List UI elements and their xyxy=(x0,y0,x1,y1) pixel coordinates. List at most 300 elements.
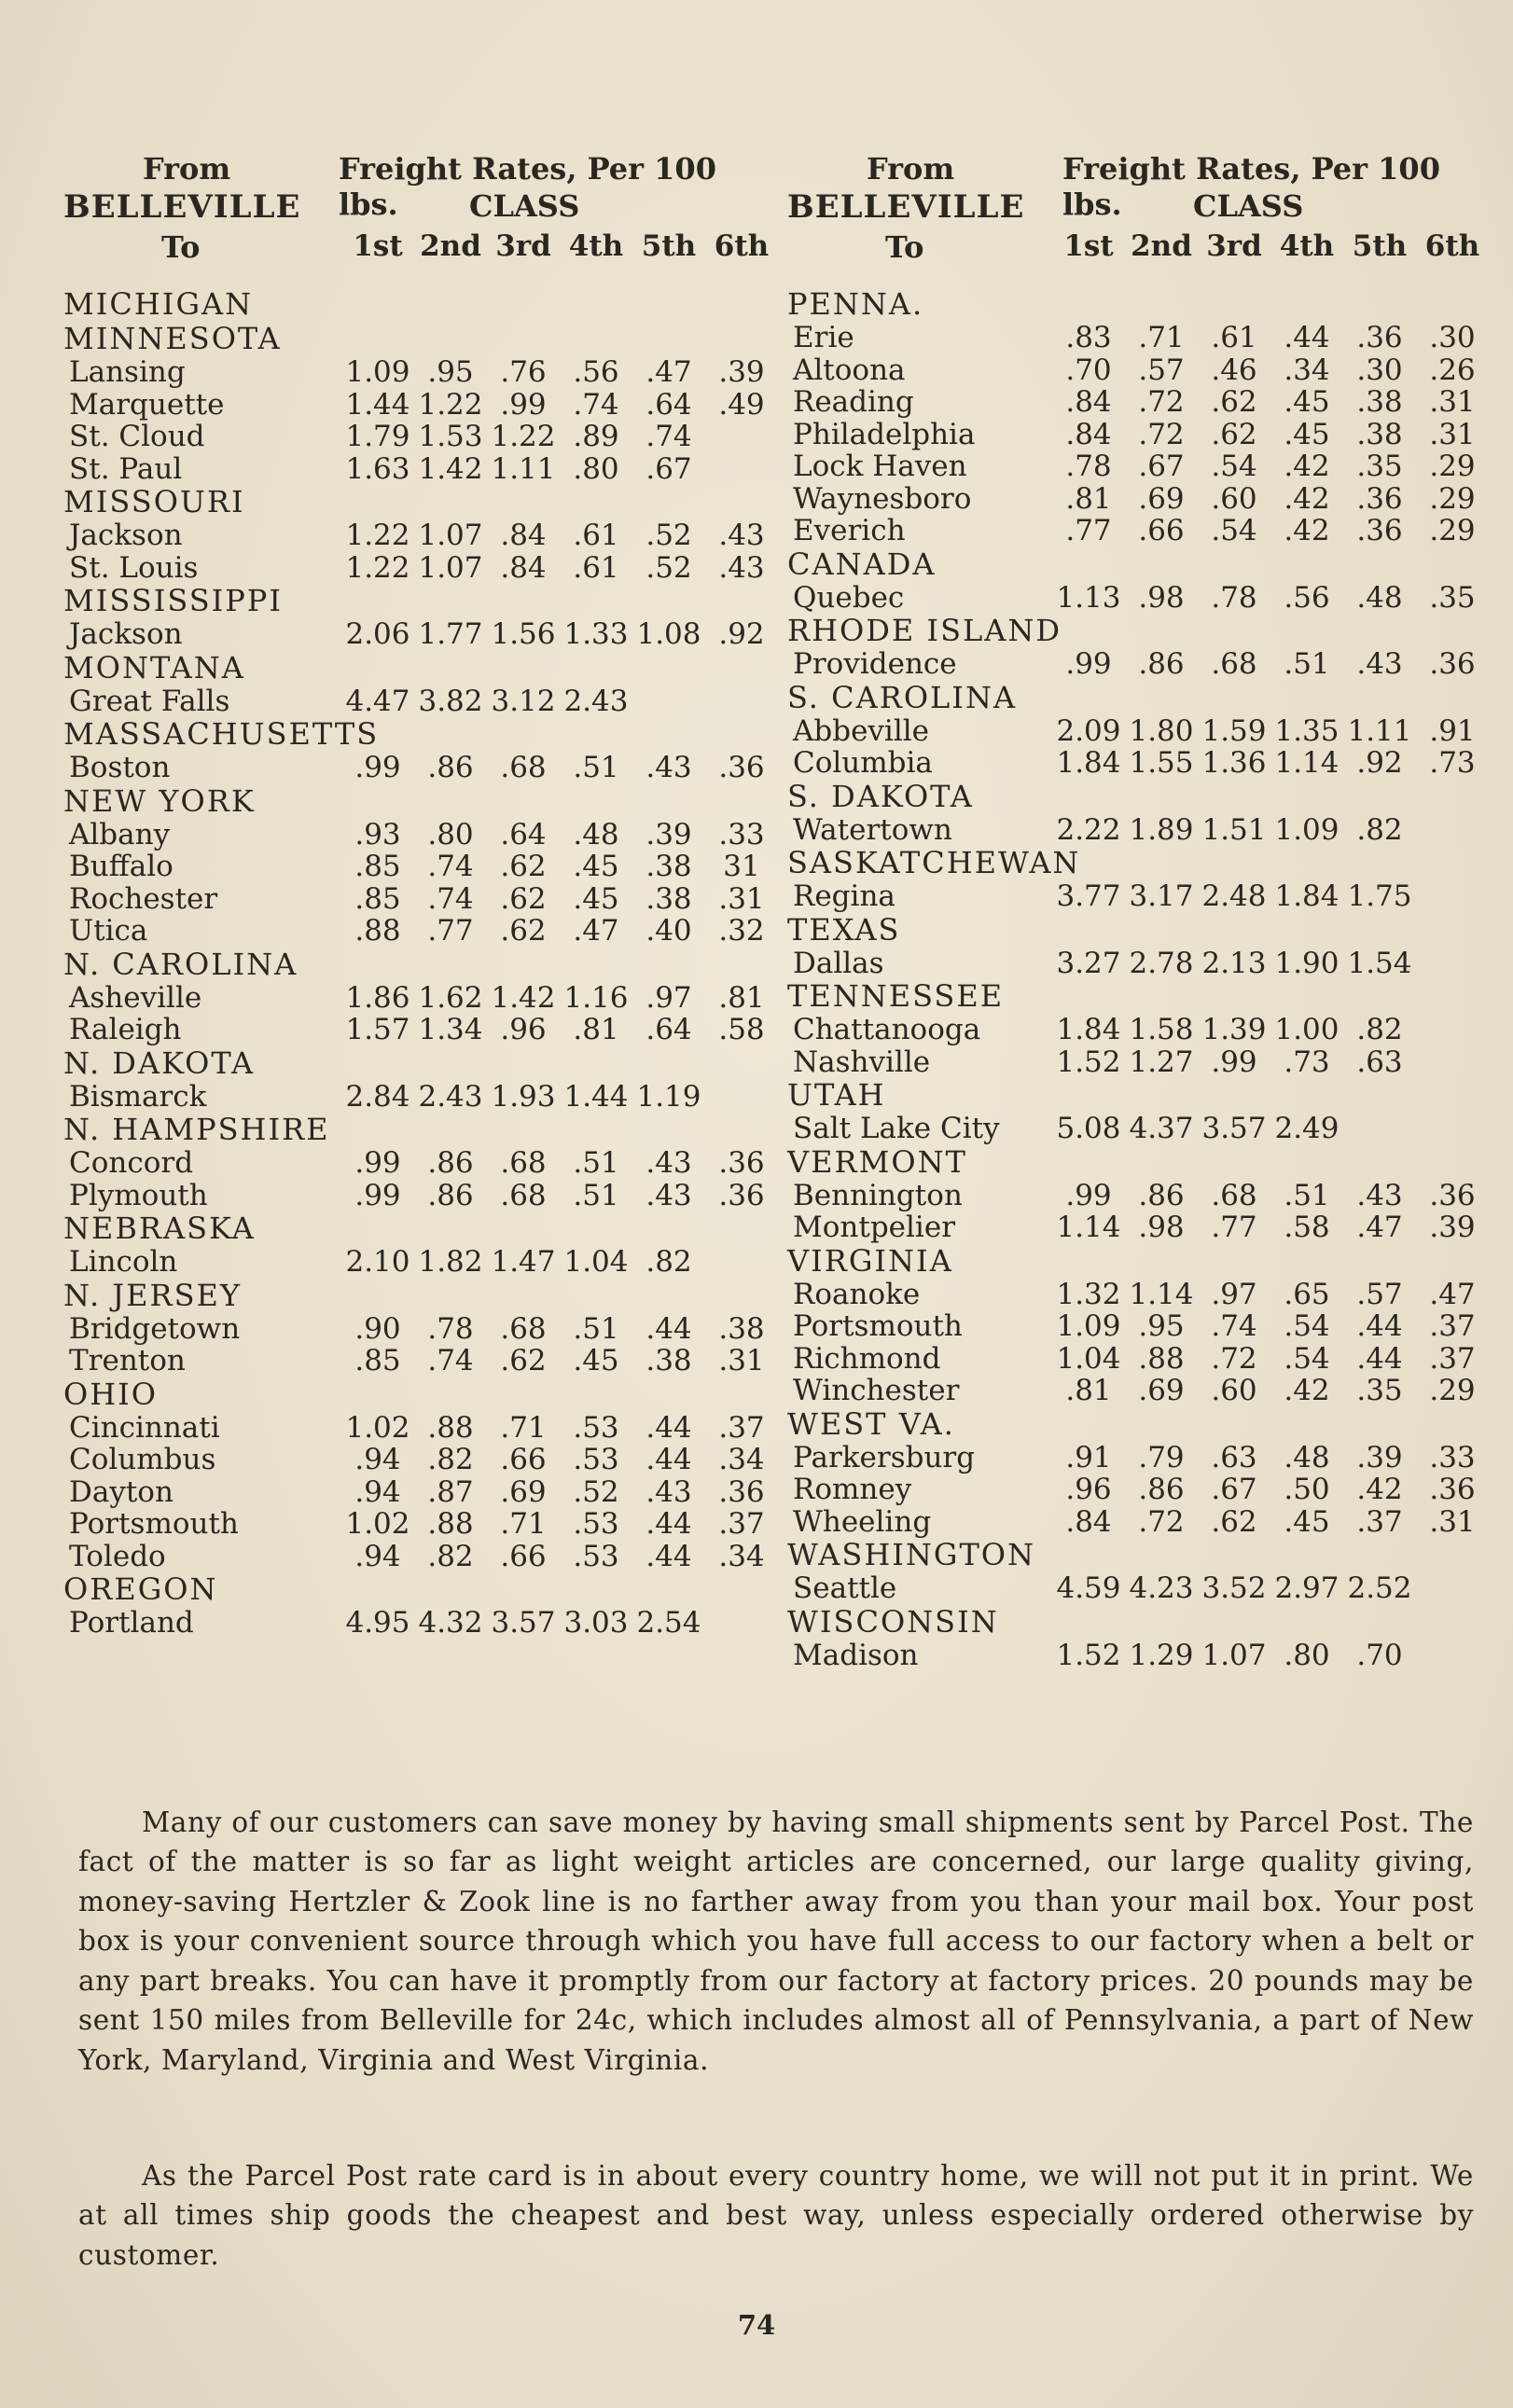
rate-class-2: .57 xyxy=(1138,353,1185,387)
rate-class-5: .64 xyxy=(645,1013,692,1046)
rate-card-text: As the Parcel Post rate card is in about every country home, we will not put it in print. We at all times ship goods the cheapest and best way, unless especially ordered otherwise by customer. xyxy=(78,2159,1474,2271)
rate-class-4: .48 xyxy=(573,817,619,851)
rate-class-2: .72 xyxy=(1138,1504,1185,1539)
rate-class-2: 1.34 xyxy=(418,1013,483,1046)
rate-class-1: 2.10 xyxy=(345,1245,410,1279)
rate-row xyxy=(787,715,1478,748)
rate-class-4: .45 xyxy=(573,881,619,916)
rate-class-6: .36 xyxy=(718,1178,765,1212)
rate-class-3: .60 xyxy=(1211,1374,1257,1407)
from-label: From xyxy=(143,151,231,187)
rate-class-4: .89 xyxy=(573,420,619,453)
rate-class-1: .85 xyxy=(354,850,401,883)
rate-class-4: .54 xyxy=(1284,1309,1330,1343)
rate-class-4: 1.33 xyxy=(563,617,629,651)
rate-class-3: .62 xyxy=(1211,1504,1257,1539)
city-name: Concord xyxy=(69,1146,194,1180)
rate-class-6: .37 xyxy=(1429,1309,1476,1343)
class-1st-header: 1st xyxy=(353,229,403,263)
state-heading: MASSACHUSETTS xyxy=(63,716,380,752)
rate-class-2: .88 xyxy=(427,1507,474,1541)
rate-class-3: .62 xyxy=(1211,385,1257,419)
rate-class-3: 1.42 xyxy=(491,980,556,1015)
rate-row xyxy=(63,617,765,651)
class-3rd-header: 3rd xyxy=(495,229,551,263)
rate-class-4: .56 xyxy=(573,355,619,389)
rate-class-6: .39 xyxy=(1429,1211,1476,1244)
rate-class-4: .45 xyxy=(1284,385,1330,419)
state-heading: N. CAROLINA xyxy=(63,946,298,982)
city-name: Buffalo xyxy=(69,850,174,883)
state-heading: MONTANA xyxy=(63,649,245,685)
rate-class-1: 2.22 xyxy=(1056,812,1121,847)
rate-class-3: 3.12 xyxy=(491,684,556,718)
rate-class-2: 1.89 xyxy=(1129,812,1194,847)
rate-class-4: .42 xyxy=(1284,1374,1330,1407)
city-name: Portsmouth xyxy=(69,1507,239,1541)
rate-row xyxy=(787,880,1478,913)
rate-class-4: .42 xyxy=(1284,481,1330,516)
rate-class-3: .62 xyxy=(500,1344,547,1377)
rate-class-4: .81 xyxy=(573,1013,619,1046)
rate-class-5: .44 xyxy=(1356,1309,1403,1343)
rate-class-5: .42 xyxy=(1356,1473,1403,1506)
city-name: Bridgetown xyxy=(69,1311,241,1346)
rate-class-5: .63 xyxy=(1356,1045,1403,1079)
rate-class-5: .70 xyxy=(1356,1638,1403,1672)
rate-class-1: 1.22 xyxy=(345,519,410,552)
rate-class-1: .96 xyxy=(1065,1473,1112,1506)
rate-class-1: 1.02 xyxy=(345,1410,410,1445)
rate-class-1: 4.47 xyxy=(345,684,410,718)
state-heading: TEXAS xyxy=(787,911,901,948)
city-name: Utica xyxy=(69,914,148,948)
rate-class-2: 3.17 xyxy=(1129,879,1194,913)
rate-class-4: .51 xyxy=(573,751,619,784)
rate-class-3: .78 xyxy=(1211,580,1257,615)
rate-class-1: .85 xyxy=(354,1344,401,1377)
rate-class-5: .37 xyxy=(1356,1504,1403,1539)
rate-class-3: .68 xyxy=(500,1311,547,1346)
rate-class-4: .51 xyxy=(1284,1178,1330,1212)
state-heading: WASHINGTON xyxy=(787,1537,1036,1572)
rate-class-5: .35 xyxy=(1356,1374,1403,1407)
rate-class-6: .26 xyxy=(1429,353,1476,387)
right-rate-column xyxy=(787,147,1478,1671)
right-rate-table xyxy=(787,287,1478,1671)
rate-class-1: 1.52 xyxy=(1056,1638,1121,1672)
rate-row xyxy=(63,550,765,585)
rate-class-6: .29 xyxy=(1429,450,1476,483)
class-6th-header: 6th xyxy=(1424,229,1480,263)
city-name: Bismarck xyxy=(69,1079,207,1114)
freight-rates-label: Freight Rates, Per 100 lbs. xyxy=(339,151,716,222)
rate-class-4: .53 xyxy=(573,1410,619,1445)
rate-class-5: .44 xyxy=(1356,1341,1403,1376)
rate-class-3: 1.39 xyxy=(1201,1013,1267,1046)
rate-class-4: .58 xyxy=(1284,1211,1330,1244)
rate-row xyxy=(787,1046,1478,1079)
rate-class-4: 1.09 xyxy=(1274,812,1339,847)
rate-row xyxy=(63,1474,765,1509)
rate-class-4: .51 xyxy=(573,1178,619,1212)
rate-class-5: .36 xyxy=(1356,481,1403,516)
city-name: Erie xyxy=(793,321,854,354)
state-heading: CANADA xyxy=(787,546,937,582)
city-name: Seattle xyxy=(793,1571,897,1605)
from-label: From xyxy=(867,151,955,187)
state-heading: MISSOURI xyxy=(63,484,245,519)
rate-class-2: 1.07 xyxy=(418,519,483,552)
right-table-header xyxy=(787,147,1478,278)
rate-row xyxy=(787,386,1478,419)
rate-class-6: .35 xyxy=(1429,580,1476,615)
rate-class-2: 1.77 xyxy=(418,617,483,651)
rate-class-3: .97 xyxy=(1211,1277,1257,1311)
class-2nd-header: 2nd xyxy=(420,229,481,263)
state-heading: N. DAKOTA xyxy=(63,1045,256,1081)
rate-class-1: 1.13 xyxy=(1056,580,1121,615)
rate-class-3: 1.36 xyxy=(1201,746,1267,780)
rate-class-5: .38 xyxy=(645,1344,692,1377)
city-name: Lansing xyxy=(69,355,186,389)
rate-class-2: 2.43 xyxy=(418,1079,483,1114)
rate-class-5: .82 xyxy=(645,1245,692,1279)
rate-class-1: 1.02 xyxy=(345,1507,410,1541)
rate-class-5: .74 xyxy=(645,420,692,453)
rate-row xyxy=(787,1113,1478,1145)
rate-class-6: .73 xyxy=(1429,746,1476,780)
rate-class-5: .38 xyxy=(1356,385,1403,419)
rate-class-5: .64 xyxy=(645,387,692,422)
rate-row xyxy=(787,419,1478,451)
rate-class-1: 1.44 xyxy=(345,387,410,422)
rate-class-2: 1.80 xyxy=(1129,713,1194,748)
rate-class-6: .36 xyxy=(718,751,765,784)
city-name: Bennington xyxy=(793,1178,963,1212)
rate-class-6: .31 xyxy=(718,1344,765,1377)
rate-class-1: .84 xyxy=(1065,417,1112,451)
rate-class-2: .69 xyxy=(1138,481,1185,516)
rate-class-5: .39 xyxy=(1356,1440,1403,1474)
rate-class-4: .53 xyxy=(573,1507,619,1541)
city-name: Portsmouth xyxy=(793,1309,963,1343)
rate-class-6: .47 xyxy=(1429,1277,1476,1311)
rate-class-1: .77 xyxy=(1065,514,1112,547)
rate-row xyxy=(63,453,754,486)
city-name: Albany xyxy=(69,817,171,851)
rate-class-4: .74 xyxy=(573,387,619,422)
rate-row xyxy=(63,751,765,784)
belleville-label: BELLEVILLE xyxy=(787,188,1025,226)
state-heading: N. HAMPSHIRE xyxy=(63,1112,330,1147)
city-name: Plymouth xyxy=(69,1178,208,1212)
state-heading: WISCONSIN xyxy=(787,1603,999,1640)
rate-class-3: .84 xyxy=(500,550,547,585)
rate-class-3: .64 xyxy=(500,817,547,851)
city-name: Cincinnati xyxy=(69,1410,220,1445)
rate-class-5: .35 xyxy=(1356,450,1403,483)
state-heading: OHIO xyxy=(63,1376,159,1412)
rate-class-5: .43 xyxy=(645,751,692,784)
rate-class-6: .31 xyxy=(1429,417,1476,451)
rate-class-2: .66 xyxy=(1138,514,1185,547)
rate-row xyxy=(787,582,1478,615)
class-1st-header: 1st xyxy=(1063,229,1114,263)
rate-class-4: .45 xyxy=(1284,1504,1330,1539)
rate-class-5: .57 xyxy=(1356,1277,1403,1311)
state-heading: MINNESOTA xyxy=(63,321,282,356)
rate-row xyxy=(787,1180,1478,1212)
rate-class-5: .39 xyxy=(645,817,692,851)
rate-class-3: .62 xyxy=(1211,417,1257,451)
rate-class-4: .61 xyxy=(573,519,619,552)
belleville-label: BELLEVILLE xyxy=(63,188,301,226)
rate-class-6: .29 xyxy=(1429,514,1476,547)
rate-class-6: .33 xyxy=(1429,1440,1476,1474)
rate-class-1: 1.32 xyxy=(1056,1277,1121,1311)
rate-row xyxy=(63,1410,765,1445)
rate-class-6: .37 xyxy=(718,1507,765,1541)
left-table-header xyxy=(63,147,770,278)
rate-class-5: .48 xyxy=(1356,580,1403,615)
rate-row xyxy=(787,1572,1478,1605)
rate-class-4: .80 xyxy=(1284,1638,1330,1672)
page-number: 74 xyxy=(737,2309,776,2341)
rate-class-5: .44 xyxy=(645,1410,692,1445)
city-name: Abbeville xyxy=(793,713,930,748)
city-name: Trenton xyxy=(69,1344,186,1377)
rate-class-5: 1.54 xyxy=(1347,946,1412,980)
rate-class-4: .80 xyxy=(573,451,619,486)
city-name: St. Paul xyxy=(69,451,183,486)
city-name: Jackson xyxy=(69,617,183,651)
rate-class-1: .94 xyxy=(354,1539,401,1573)
rate-row xyxy=(63,881,765,916)
class-label: CLASS xyxy=(469,188,580,224)
city-name: Jackson xyxy=(69,519,183,552)
rate-class-2: .74 xyxy=(427,850,474,883)
rate-class-5: .38 xyxy=(1356,417,1403,451)
state-heading: MICHIGAN xyxy=(63,286,254,322)
city-name: Romney xyxy=(793,1473,912,1506)
city-name: Toledo xyxy=(69,1539,166,1573)
rate-class-3: .76 xyxy=(500,355,547,389)
rate-class-3: .99 xyxy=(500,387,547,422)
rate-row xyxy=(63,685,754,718)
rate-row xyxy=(63,1607,754,1640)
rate-class-3: .68 xyxy=(500,751,547,784)
rate-class-1: .99 xyxy=(1065,647,1112,681)
rate-class-6: .39 xyxy=(718,355,765,389)
rate-class-2: 1.42 xyxy=(418,451,483,486)
rate-class-4: 1.14 xyxy=(1274,746,1339,780)
class-5th-header: 5th xyxy=(1352,229,1408,263)
city-name: Winchester xyxy=(793,1374,960,1407)
rate-class-3: 1.93 xyxy=(491,1079,556,1114)
rate-class-5: .82 xyxy=(1356,812,1403,847)
rate-class-4: 1.84 xyxy=(1274,879,1339,913)
rate-class-3: .74 xyxy=(1211,1309,1257,1343)
rate-class-5: 1.19 xyxy=(636,1079,701,1114)
city-name: Marquette xyxy=(69,387,225,422)
rate-class-2: .86 xyxy=(1138,647,1185,681)
city-name: Nashville xyxy=(793,1045,931,1079)
rate-class-5: .43 xyxy=(645,1474,692,1509)
rate-class-2: .86 xyxy=(427,1146,474,1180)
rate-class-6: .36 xyxy=(718,1146,765,1180)
rate-class-4: .51 xyxy=(1284,647,1330,681)
rate-class-4: .51 xyxy=(573,1311,619,1346)
rate-class-1: .94 xyxy=(354,1443,401,1476)
state-heading: WEST VA. xyxy=(787,1405,955,1442)
city-name: Lincoln xyxy=(69,1245,178,1279)
rate-class-4: .45 xyxy=(573,1344,619,1377)
city-name: Dayton xyxy=(69,1474,174,1509)
rate-class-1: 1.57 xyxy=(345,1013,410,1046)
rate-class-5: 1.75 xyxy=(1347,879,1412,913)
rate-class-2: .86 xyxy=(1138,1178,1185,1212)
rate-class-5: .40 xyxy=(645,914,692,948)
state-heading: TENNESSEE xyxy=(787,978,1005,1014)
state-heading: VERMONT xyxy=(787,1143,967,1180)
rate-class-4: .65 xyxy=(1284,1277,1330,1311)
rate-class-6: .32 xyxy=(718,914,765,948)
rate-class-2: .98 xyxy=(1138,580,1185,615)
rate-class-4: .52 xyxy=(573,1474,619,1509)
rate-class-3: .68 xyxy=(1211,647,1257,681)
rate-class-3: .63 xyxy=(1211,1440,1257,1474)
rate-class-6: .36 xyxy=(1429,647,1476,681)
rate-class-4: 1.90 xyxy=(1274,946,1339,980)
rate-class-1: .81 xyxy=(1065,1374,1112,1407)
rate-class-1: 2.84 xyxy=(345,1079,410,1114)
rate-class-1: .99 xyxy=(354,1146,401,1180)
rate-class-6: 31 xyxy=(723,850,760,883)
rate-row xyxy=(787,1375,1478,1407)
rate-class-1: .81 xyxy=(1065,481,1112,516)
rate-class-2: 1.82 xyxy=(418,1245,483,1279)
rate-row xyxy=(63,421,754,453)
state-heading: NEBRASKA xyxy=(63,1211,256,1246)
city-name: Reading xyxy=(793,385,914,419)
rate-class-6: .92 xyxy=(718,617,765,651)
city-name: Boston xyxy=(69,751,171,784)
rate-class-3: 2.48 xyxy=(1201,879,1267,913)
rate-class-2: 1.29 xyxy=(1129,1638,1194,1672)
rate-class-1: .85 xyxy=(354,881,401,916)
rate-class-5: 2.54 xyxy=(636,1606,701,1640)
rate-class-3: .62 xyxy=(500,914,547,948)
class-2nd-header: 2nd xyxy=(1131,229,1192,263)
rate-class-6: .29 xyxy=(1429,481,1476,516)
rate-row xyxy=(63,1081,754,1114)
rate-class-2: .88 xyxy=(427,1410,474,1445)
rate-row xyxy=(63,1246,754,1279)
city-name: Providence xyxy=(793,647,957,681)
rate-class-1: 1.86 xyxy=(345,980,410,1015)
rate-class-2: 4.37 xyxy=(1129,1112,1194,1145)
rate-class-2: .72 xyxy=(1138,417,1185,451)
rate-class-3: 3.57 xyxy=(1201,1112,1267,1145)
rate-class-2: .67 xyxy=(1138,450,1185,483)
rate-class-4: .44 xyxy=(1284,321,1330,354)
rate-class-4: .61 xyxy=(573,550,619,585)
city-name: Quebec xyxy=(793,580,905,615)
rate-class-2: .71 xyxy=(1138,321,1185,354)
rate-class-3: .72 xyxy=(1211,1341,1257,1376)
state-heading: SASKATCHEWAN xyxy=(787,845,1081,880)
rate-class-5: .30 xyxy=(1356,353,1403,387)
city-name: Raleigh xyxy=(69,1013,182,1046)
rate-class-4: .54 xyxy=(1284,1341,1330,1376)
rate-class-3: .71 xyxy=(500,1410,547,1445)
rate-row xyxy=(63,817,765,851)
city-name: Asheville xyxy=(69,980,202,1015)
rate-row xyxy=(63,1507,765,1541)
rate-class-3: 1.51 xyxy=(1201,812,1267,847)
rate-class-4: .50 xyxy=(1284,1473,1330,1506)
rate-class-1: 1.84 xyxy=(1056,746,1121,780)
rate-class-2: 4.23 xyxy=(1129,1571,1194,1605)
rate-class-2: 3.82 xyxy=(418,684,483,718)
rate-class-6: .31 xyxy=(1429,1504,1476,1539)
rate-row xyxy=(787,1211,1478,1244)
rate-class-3: .99 xyxy=(1211,1045,1257,1079)
rate-class-1: 1.63 xyxy=(345,451,410,486)
state-heading: MISSISSIPPI xyxy=(63,583,283,618)
rate-class-6: .34 xyxy=(718,1443,765,1476)
rate-class-4: .42 xyxy=(1284,514,1330,547)
rate-class-5: .44 xyxy=(645,1443,692,1476)
rate-row xyxy=(63,1344,765,1377)
rate-class-5: .82 xyxy=(1356,1013,1403,1046)
rate-class-2: 1.07 xyxy=(418,550,483,585)
rate-class-1: .84 xyxy=(1065,385,1112,419)
rate-class-1: 2.09 xyxy=(1056,713,1121,748)
city-name: Roanoke xyxy=(793,1277,921,1311)
rate-class-6: .33 xyxy=(718,817,765,851)
rate-class-3: 1.11 xyxy=(491,451,556,486)
rate-class-6: .30 xyxy=(1429,321,1476,354)
rate-class-2: 1.58 xyxy=(1129,1013,1194,1046)
rate-class-3: .68 xyxy=(1211,1178,1257,1212)
rate-row xyxy=(63,1539,765,1573)
state-heading: RHODE ISLAND xyxy=(787,613,1062,648)
rate-class-6: .31 xyxy=(1429,385,1476,419)
rate-class-2: .95 xyxy=(1138,1309,1185,1343)
rate-row xyxy=(787,648,1478,681)
city-name: Great Falls xyxy=(69,684,230,718)
city-name: Dallas xyxy=(793,946,884,980)
rate-class-1: .99 xyxy=(354,1178,401,1212)
city-name: Everich xyxy=(793,514,906,547)
rate-row xyxy=(63,1311,765,1346)
rate-class-3: .71 xyxy=(500,1507,547,1541)
rate-class-4: .73 xyxy=(1284,1045,1330,1079)
city-name: Altoona xyxy=(793,353,906,387)
rate-class-3: .66 xyxy=(500,1539,547,1573)
rate-class-1: .93 xyxy=(354,817,401,851)
rate-row xyxy=(787,354,1478,387)
city-name: Rochester xyxy=(69,881,218,916)
rate-class-6: .81 xyxy=(718,980,765,1015)
rate-class-4: .51 xyxy=(573,1146,619,1180)
rate-row xyxy=(787,483,1478,516)
state-heading: N. JERSEY xyxy=(63,1277,242,1313)
rate-class-4: 1.35 xyxy=(1274,713,1339,748)
rate-class-3: .84 xyxy=(500,519,547,552)
